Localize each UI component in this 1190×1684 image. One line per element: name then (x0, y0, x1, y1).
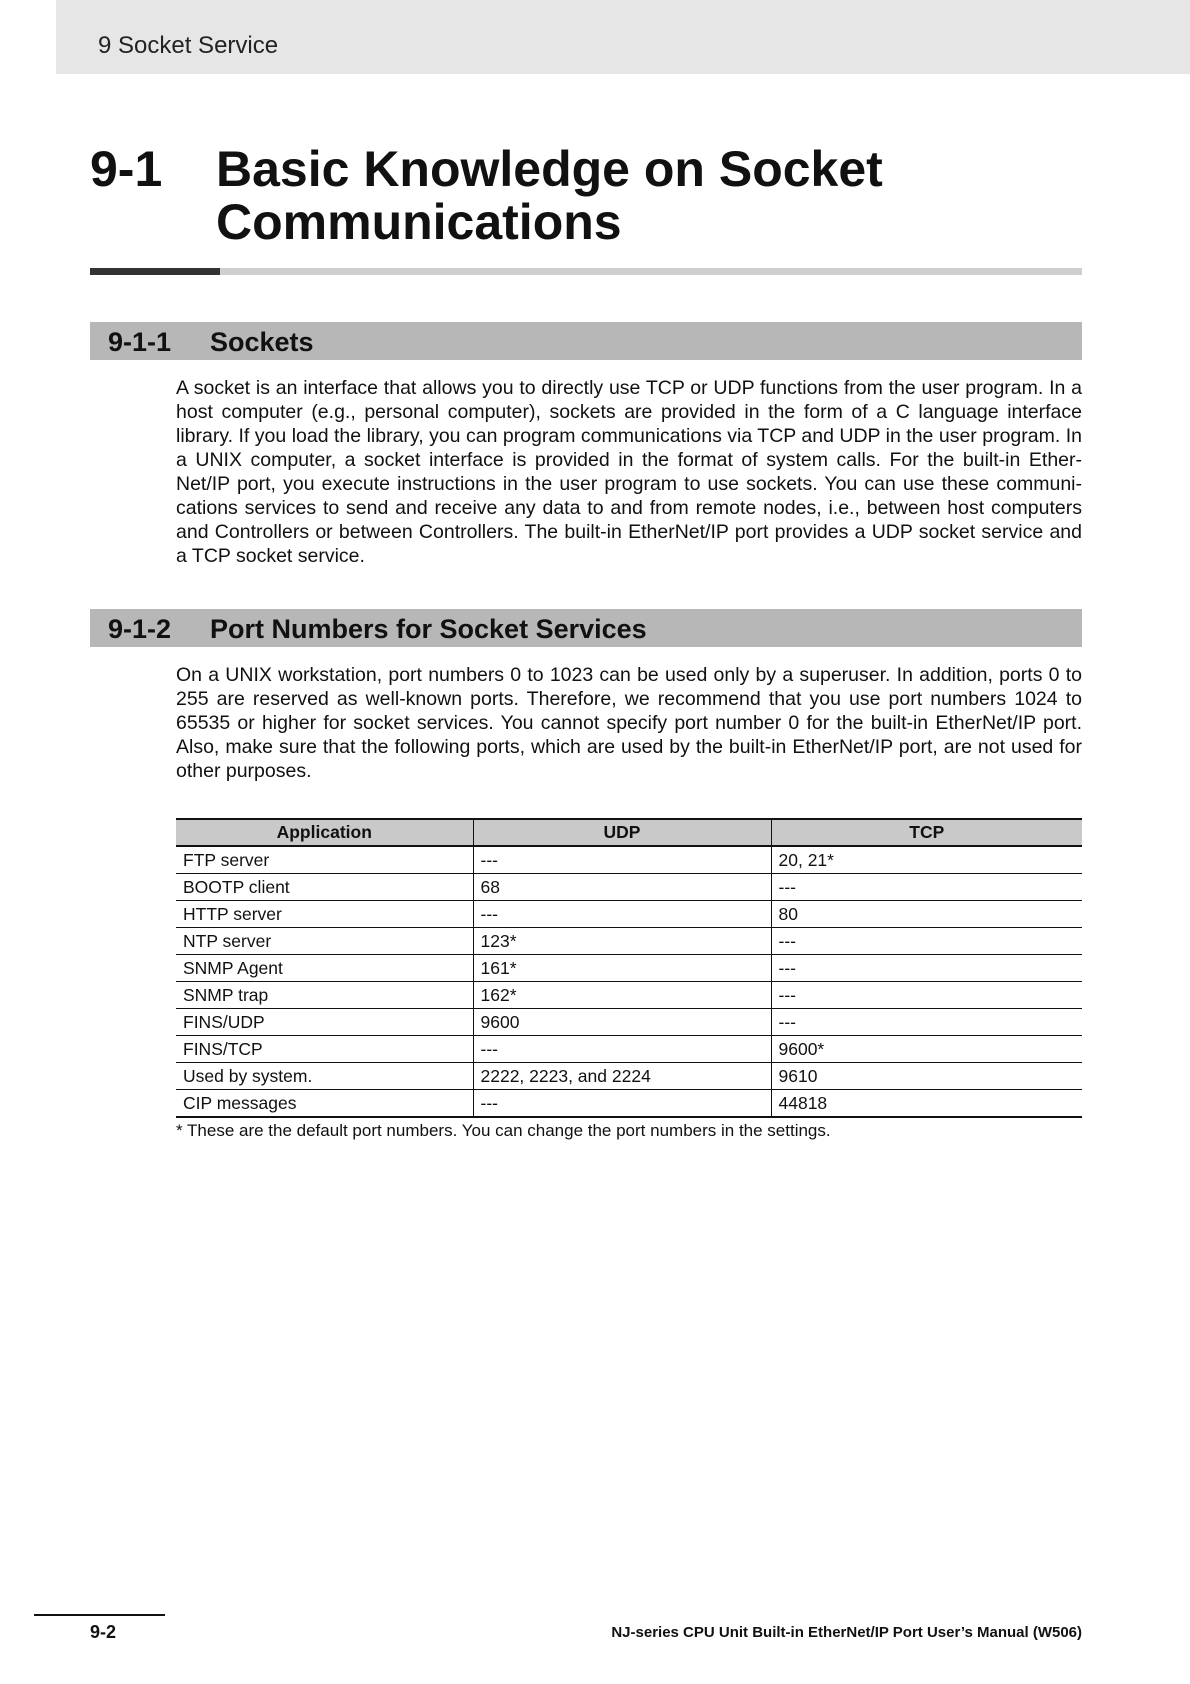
cell-application: Used by system. (176, 1063, 473, 1090)
running-header-text: 9 Socket Service (98, 32, 279, 59)
cell-application: SNMP Agent (176, 955, 473, 982)
table-row (176, 846, 1082, 874)
footer-rule (34, 1614, 165, 1616)
table-row (176, 1063, 1082, 1090)
section-number: 9-1-1 (108, 327, 172, 357)
table-footnote: * These are the default port numbers. You can change the port numbers in the settings. (176, 1121, 831, 1140)
table-header-row (176, 819, 1082, 846)
column-header-application: Application (176, 819, 473, 846)
page-number: 9-2 (90, 1622, 117, 1642)
table-row (176, 901, 1082, 928)
table-row (176, 1036, 1082, 1063)
cell-udp: --- (473, 1036, 771, 1063)
cell-application: NTP server (176, 928, 473, 955)
cell-application: CIP messages (176, 1090, 473, 1118)
cell-tcp: --- (771, 1009, 1082, 1036)
section-heading-sockets (90, 322, 1082, 360)
section-heading-port-numbers (90, 609, 1082, 647)
manual-title: NJ-series CPU Unit Built-in EtherNet/IP Port User’s Manual (W506) (611, 1624, 1082, 1641)
cell-tcp: --- (771, 955, 1082, 982)
title-rule (220, 268, 1082, 275)
cell-tcp: 80 (771, 901, 1082, 928)
cell-udp: 68 (473, 874, 771, 901)
cell-tcp: 44818 (771, 1090, 1082, 1118)
section-number: 9-1-2 (108, 614, 172, 644)
cell-tcp: 9610 (771, 1063, 1082, 1090)
port-numbers-paragraph: On a UNIX workstation, port numbers 0 to 1023 can be used only by a superuser. In addition, ports 0 to 255 are reserved as well-known ports. Therefore, we recommend that you use port numbers 1024 to 65535 or higher for socket services. You cannot specify port number 0 for the built-in EtherNet/IP port. Also, make sure that the following ports, which are used by the built-in EtherNet/IP port, are not used for other purposes. (176, 664, 1082, 782)
section-title: Sockets (210, 327, 314, 357)
cell-application: SNMP trap (176, 982, 473, 1009)
cell-udp: 2222, 2223, and 2224 (473, 1063, 771, 1090)
table-row (176, 874, 1082, 901)
cell-tcp: --- (771, 928, 1082, 955)
chapter-number: 9-1 (90, 141, 163, 197)
table-row (176, 1009, 1082, 1036)
port-table (176, 818, 1082, 1118)
cell-tcp: 20, 21* (771, 846, 1082, 874)
column-header-tcp: TCP (771, 819, 1082, 846)
cell-application: BOOTP client (176, 874, 473, 901)
column-header-udp: UDP (473, 819, 771, 846)
cell-tcp: 9600* (771, 1036, 1082, 1063)
cell-udp: --- (473, 901, 771, 928)
chapter-title-text: Basic Knowledge on Socket Communications (216, 141, 883, 250)
table-row (176, 1090, 1082, 1118)
cell-tcp: --- (771, 874, 1082, 901)
section-title: Port Numbers for Socket Services (210, 614, 647, 644)
cell-udp: 162* (473, 982, 771, 1009)
cell-application: FINS/TCP (176, 1036, 473, 1063)
title-rule-accent (90, 268, 220, 275)
cell-udp: --- (473, 1090, 771, 1118)
cell-udp: 9600 (473, 1009, 771, 1036)
cell-application: FINS/UDP (176, 1009, 473, 1036)
cell-application: FTP server (176, 846, 473, 874)
sockets-paragraph: A socket is an interface that allows you to directly use TCP or UDP functions from the user program. In a host computer (e.g., personal computer), sockets are provided in the form of a C language interface library. If you load the library, you can program communications via TCP and UDP in the user program. In a UNIX computer, a socket interface is provided in the format of system calls. For the built-in Ether-Net/IP port, you execute instructions in the user program to use sockets. You can use these communi-cations services to send and receive any data to and from remote nodes, i.e., between host computers and Controllers or between Controllers. The built-in EtherNet/IP port provides a UDP socket service and a TCP socket service. (176, 377, 1082, 567)
cell-application: HTTP server (176, 901, 473, 928)
cell-udp: --- (473, 846, 771, 874)
cell-tcp: --- (771, 982, 1082, 1009)
table-row (176, 982, 1082, 1009)
cell-udp: 161* (473, 955, 771, 982)
cell-udp: 123* (473, 928, 771, 955)
table-row (176, 955, 1082, 982)
table-row (176, 928, 1082, 955)
